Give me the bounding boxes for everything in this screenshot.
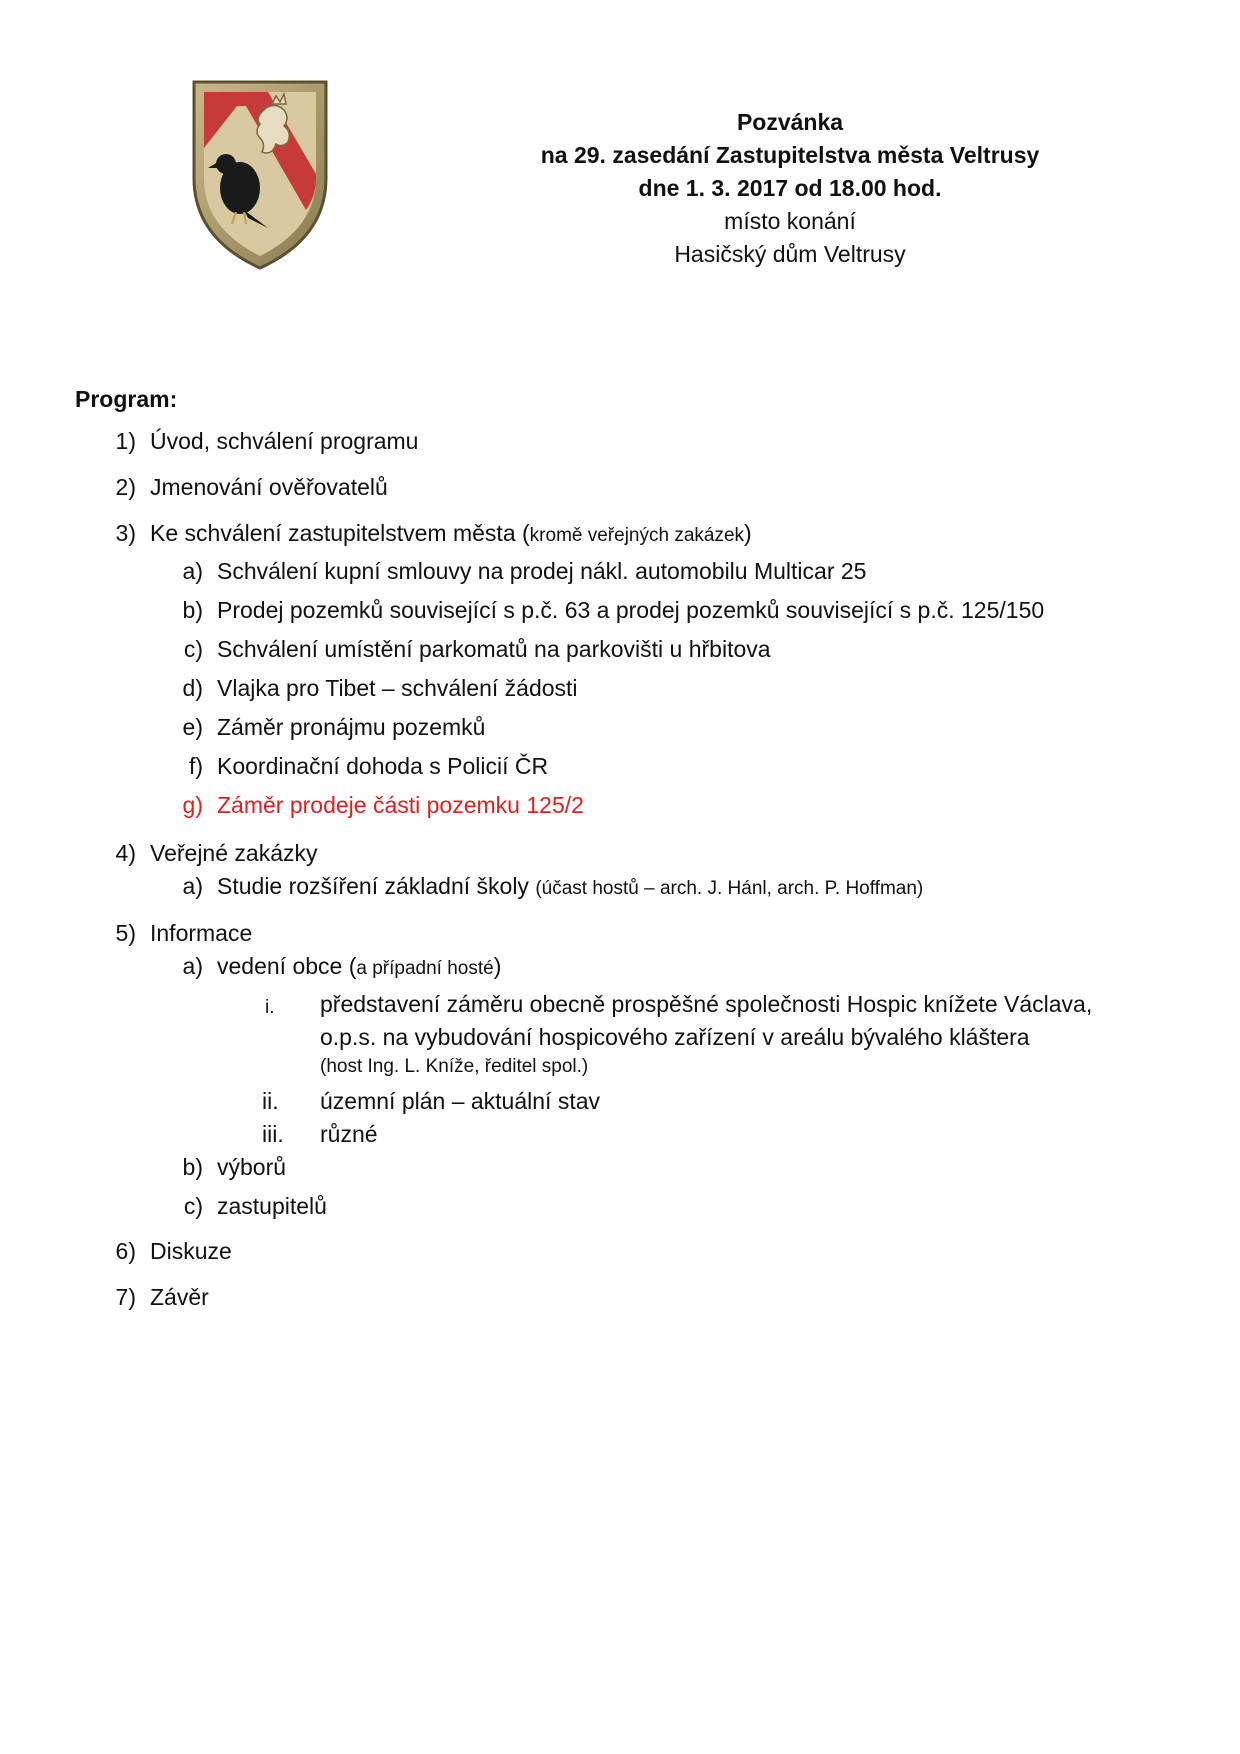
subitem-text: Záměr pronájmu pozemků: [217, 714, 486, 740]
invitation-title: Pozvánka: [736, 109, 844, 135]
list-item: [115, 1236, 232, 1266]
subsublist-item: [262, 1086, 600, 1116]
subsublist-item-continued: [320, 1022, 1030, 1052]
invitation-subtitle: na 29. zasedání Zastupitelstva města Veltrusy: [540, 142, 1040, 168]
item-note: kromě veřejných zakázek: [529, 525, 745, 546]
list-item: [115, 918, 253, 948]
item-text: Jmenování ověřovatelů: [150, 474, 388, 500]
subitem-letter: e): [182, 714, 203, 740]
subsubitem-note: (host Ing. L. Kníže, ředitel spol.): [320, 1056, 589, 1077]
subitem-text: Koordinační dohoda s Policií ČR: [217, 753, 549, 779]
subitem-close: ): [493, 953, 502, 979]
sublist-item: [188, 751, 549, 781]
item-close: ): [744, 520, 752, 546]
sublist-item: [182, 951, 502, 984]
sublist-item-highlighted: [182, 790, 584, 820]
program-title: Program:: [75, 386, 178, 412]
sublist-item: [182, 1152, 287, 1182]
subitem-text: Záměr prodeje části pozemku 125/2: [217, 792, 584, 818]
subitem-letter: d): [182, 675, 203, 701]
subitem-letter: a): [182, 558, 203, 584]
item-number: 1): [115, 428, 136, 454]
subitem-letter: c): [183, 1193, 203, 1219]
item-text: Závěr: [150, 1284, 209, 1310]
subitem-note: (účast hostů – arch. J. Hánl, arch. P. Hoffman): [535, 878, 924, 899]
subitem-text: zastupitelů: [217, 1193, 327, 1219]
subsubitem-text: různé: [320, 1121, 378, 1147]
sublist-item: [183, 1191, 327, 1221]
sublist-item: [182, 595, 1045, 625]
item-text: Veřejné zakázky: [150, 840, 318, 866]
item-number: 3): [115, 520, 136, 546]
subsubitem-text: územní plán – aktuální stav: [320, 1088, 600, 1114]
venue-name: Hasičský dům Veltrusy: [674, 241, 906, 267]
item-number: 2): [115, 474, 136, 500]
subitem-note: a případní hosté: [356, 958, 494, 979]
item-text: Ke schválení zastupitelstvem města (: [150, 520, 530, 546]
subitem-text: Vlajka pro Tibet – schválení žádosti: [217, 675, 578, 701]
sublist-item: [182, 673, 578, 703]
subitem-letter: a): [182, 873, 203, 899]
list-item: [115, 838, 318, 868]
meeting-date: dne 1. 3. 2017 od 18.00 hod.: [638, 175, 942, 201]
list-item: [115, 426, 419, 456]
sublist-item: [182, 712, 486, 742]
subitem-text: Schválení kupní smlouvy na prodej nákl. automobilu Multicar 25: [217, 558, 867, 584]
item-text: Diskuze: [150, 1238, 232, 1264]
subitem-text: Prodej pozemků související s p.č. 63 a prodej pozemků související s p.č. 125/150: [217, 597, 1045, 623]
coat-of-arms-logo: [188, 78, 332, 270]
invitation-header: [470, 106, 1110, 271]
sublist-item: [182, 556, 867, 586]
subitem-letter: b): [182, 1154, 203, 1180]
item-text: Úvod, schválení programu: [150, 428, 419, 454]
list-item: [115, 472, 388, 502]
subitem-letter: b): [182, 597, 203, 623]
item-number: 5): [115, 920, 136, 946]
subitem-letter: g): [182, 792, 203, 818]
subsublist-item: [265, 989, 1093, 1019]
list-item: [115, 518, 752, 551]
sublist-item: [183, 634, 771, 664]
item-number: 4): [115, 840, 136, 866]
subsubitem-numeral: iii.: [262, 1121, 284, 1147]
subitem-text: Studie rozšíření základní školy: [217, 873, 536, 899]
item-number: 6): [115, 1238, 136, 1264]
subitem-letter: a): [182, 953, 203, 979]
subitem-text: vedení obce (: [217, 953, 357, 979]
subsubitem-numeral: i.: [265, 997, 275, 1018]
subitem-letter: f): [188, 753, 203, 779]
list-item: [115, 1282, 209, 1312]
subitem-text: výborů: [217, 1154, 287, 1180]
subsubitem-numeral: ii.: [262, 1088, 279, 1114]
subsubitem-text-line2: o.p.s. na vybudování hospicového zařízení v areálu bývalého kláštera: [320, 1024, 1030, 1050]
subsubitem-text: představení záměru obecně prospěšné společnosti Hospic knížete Václava,: [320, 991, 1093, 1017]
subsublist-item: [262, 1119, 378, 1149]
venue-label: místo konání: [724, 208, 856, 234]
subitem-text: Schválení umístění parkomatů na parkovišti u hřbitova: [217, 636, 771, 662]
sublist-item: [182, 871, 924, 904]
item-number: 7): [115, 1284, 136, 1310]
subitem-letter: c): [183, 636, 203, 662]
item-text: Informace: [150, 920, 253, 946]
